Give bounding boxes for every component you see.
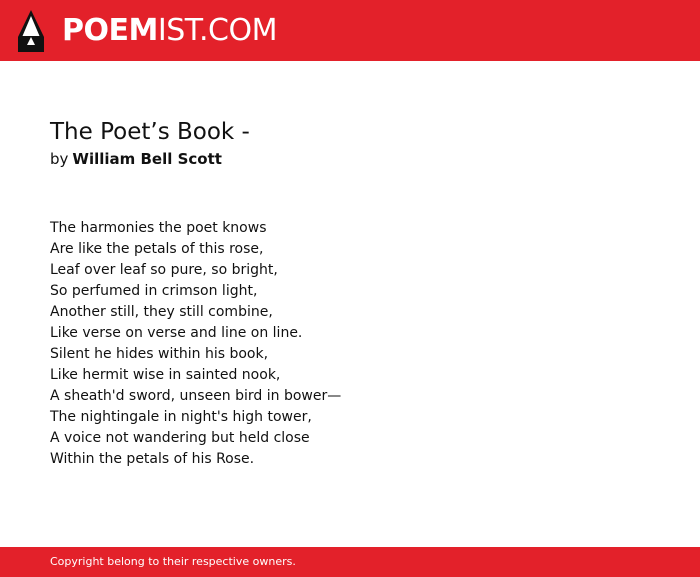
poem-line: A voice not wandering but held close (50, 430, 310, 446)
author-name: William Bell Scott (72, 150, 222, 168)
poem-line: A sheath'd sword, unseen bird in bower— (50, 388, 342, 404)
poem-line: Leaf over leaf so pure, so bright, (50, 262, 278, 278)
site-footer (0, 547, 700, 577)
site-logo[interactable] (62, 11, 277, 51)
poem-title: The Poet’s Book - (50, 119, 250, 145)
site-header (0, 0, 700, 61)
poem-line: Silent he hides within his book, (50, 346, 269, 362)
poem-line: The nightingale in night's high tower, (50, 409, 312, 425)
poem-line: The harmonies the poet knows (50, 220, 267, 236)
byline (50, 148, 222, 170)
copyright-notice: Copyright belong to their respective owners. (50, 555, 296, 568)
poem-line: Like verse on verse and line on line. (50, 325, 303, 341)
poem-line: Within the petals of his Rose. (50, 451, 255, 467)
logo-bold-text: POEM (62, 13, 158, 48)
poem-line: So perfumed in crimson light, (50, 283, 258, 299)
poem-line: Are like the petals of this rose, (50, 241, 264, 257)
by-label: by (50, 150, 69, 168)
poem-body (50, 218, 650, 470)
poem-line: Like hermit wise in sainted nook, (50, 367, 281, 383)
poem-line: Another still, they still combine, (50, 304, 273, 320)
logo-light-text: IST.COM (157, 13, 277, 48)
pencil-tip-icon (18, 10, 44, 52)
